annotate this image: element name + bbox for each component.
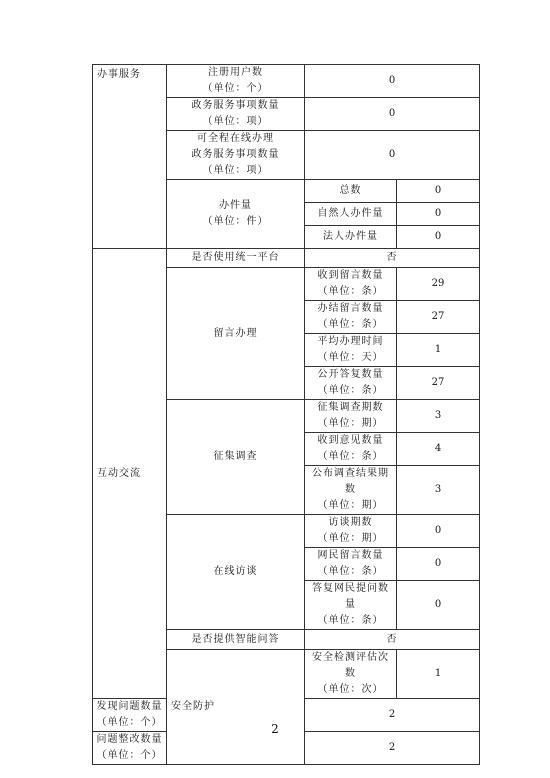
value-problems-fixed: 2: [305, 732, 480, 765]
label-text: 收到意见数量: [317, 435, 384, 446]
unit-text: （单位：条）: [317, 385, 384, 396]
row-label-smart-qa: 是否提供智能问答: [167, 630, 305, 650]
sub-label-netizen-messages: [305, 548, 397, 581]
value-messages-received: 29: [397, 268, 480, 301]
row-label-problems-fixed: [93, 732, 167, 765]
row-label-cases: [167, 180, 305, 249]
label-text: 收到留言数量: [317, 270, 384, 281]
value-total: 0: [397, 180, 480, 203]
sub-label-public-replies: [305, 367, 397, 400]
value-online-items: 0: [305, 131, 480, 180]
unit-text: （单位：件）: [202, 216, 269, 227]
value-evaluations: 1: [397, 650, 480, 699]
unit-text: （单位：期）: [317, 418, 384, 429]
unit-text: （单位：条）: [317, 451, 384, 462]
sub-label-interview-periods: [305, 515, 397, 548]
label-text: 问题整改数量: [96, 734, 163, 745]
value-avg-time: 1: [397, 334, 480, 367]
label-text: 发现问题数量: [96, 701, 163, 712]
value-messages-resolved: 27: [397, 301, 480, 334]
unit-text: （单位：个）: [96, 717, 163, 728]
label-text: 办件量: [219, 200, 252, 211]
unit-text: （单位：条）: [317, 319, 384, 330]
sub-label-messages-received: [305, 268, 397, 301]
category-service: 办事服务: [93, 65, 167, 249]
sub-label-survey-periods: [305, 400, 397, 433]
value-legal-person: 0: [397, 226, 480, 249]
label-text: 平均办理时间: [317, 336, 384, 347]
page-number: 2: [271, 722, 279, 736]
category-interaction: 互动交流: [93, 249, 167, 699]
label-text: 可全程在线办理: [197, 133, 274, 144]
sub-label-answers: [305, 581, 397, 630]
unit-text: （单位：个）: [96, 750, 163, 761]
row-label-unified-platform: 是否使用统一平台: [167, 249, 305, 268]
value-answers: 0: [397, 581, 480, 630]
sub-label-natural-person: 自然人办件量: [305, 203, 397, 226]
unit-text: （单位：期）: [317, 500, 384, 511]
group-label-surveys: 征集调查: [167, 400, 305, 515]
label-text: 安全检测评估次数: [312, 652, 389, 679]
sub-label-messages-resolved: [305, 301, 397, 334]
label-text: 办结留言数量: [317, 303, 384, 314]
row-label-evaluations: [305, 650, 397, 699]
label-text: 政务服务事项数量: [191, 100, 280, 111]
unit-text: （单位：次）: [317, 684, 384, 695]
unit-text: （单位：个）: [202, 83, 269, 94]
value-service-items: 0: [305, 98, 480, 131]
value-registered-users: 0: [305, 65, 480, 98]
unit-text: （单位：条）: [317, 286, 384, 297]
value-netizen-messages: 0: [397, 548, 480, 581]
label-text: 政务服务事项数量: [191, 149, 280, 160]
sub-label-total: 总数: [305, 180, 397, 203]
row-label-online-items: [167, 131, 305, 180]
value-interview-periods: 0: [397, 515, 480, 548]
unit-text: （单位：期）: [317, 533, 384, 544]
table-row: [93, 249, 480, 268]
unit-text: （单位：项）: [202, 165, 269, 176]
sub-label-legal-person: 法人办件量: [305, 226, 397, 249]
statistics-table: [92, 64, 480, 765]
label-text: 公开答复数量: [317, 369, 384, 380]
value-public-replies: 27: [397, 367, 480, 400]
unit-text: （单位：条）: [317, 566, 384, 577]
label-text: 公布调查结果期数: [312, 468, 389, 495]
label-text: 注册用户数: [208, 67, 263, 78]
sub-label-survey-results: [305, 466, 397, 515]
value-opinions: 4: [397, 433, 480, 466]
row-label-registered-users: [167, 65, 305, 98]
label-text: 答复网民提问数量: [312, 583, 389, 610]
label-text: 征集调查期数: [317, 402, 384, 413]
row-label-service-items: [167, 98, 305, 131]
value-unified-platform: 否: [305, 249, 480, 268]
value-smart-qa: 否: [305, 630, 480, 650]
unit-text: （单位：天）: [317, 352, 384, 363]
table-row: [93, 65, 480, 98]
value-natural-person: 0: [397, 203, 480, 226]
value-problems-found: 2: [305, 699, 480, 732]
label-text: 网民留言数量: [317, 550, 384, 561]
sub-label-opinions: [305, 433, 397, 466]
unit-text: （单位：条）: [317, 615, 384, 626]
sub-label-avg-time: [305, 334, 397, 367]
value-survey-results: 3: [397, 466, 480, 515]
group-label-interviews: 在线访谈: [167, 515, 305, 630]
label-text: 访谈期数: [328, 517, 373, 528]
value-survey-periods: 3: [397, 400, 480, 433]
category-security: 安全防护: [167, 650, 305, 765]
unit-text: （单位：项）: [202, 116, 269, 127]
group-label-messages: 留言办理: [167, 268, 305, 400]
